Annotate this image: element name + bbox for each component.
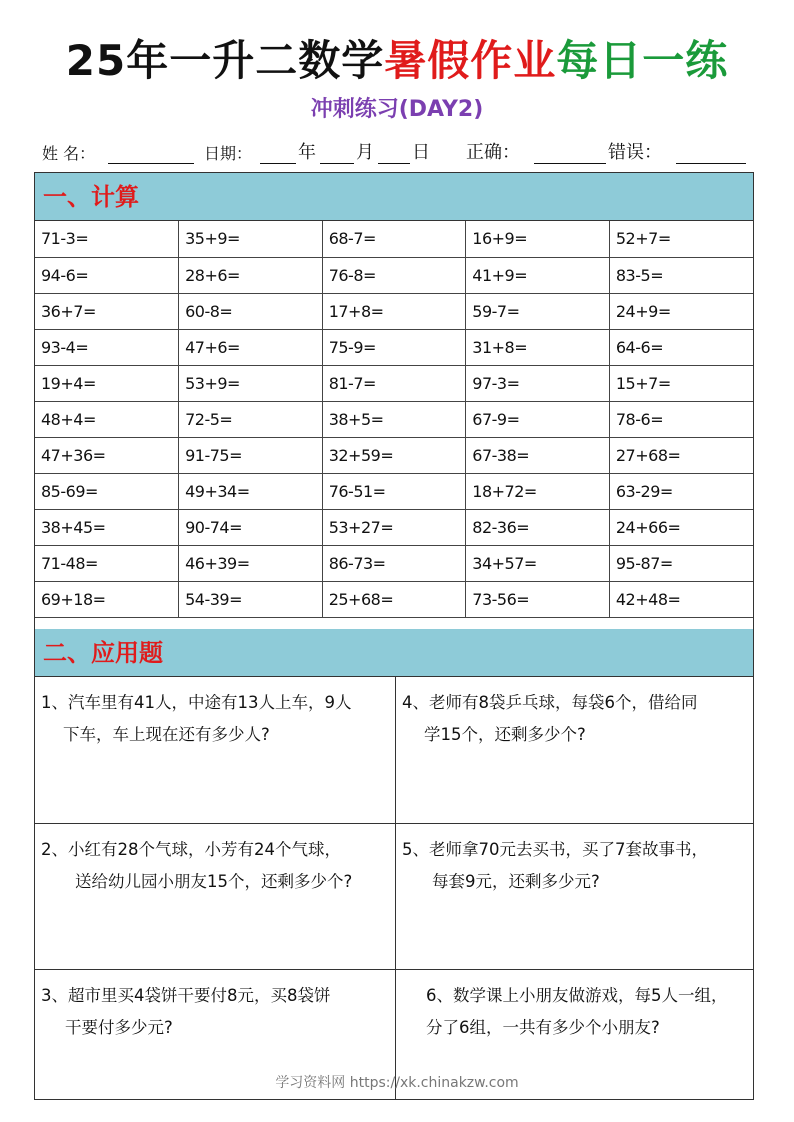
calc-problem[interactable]: 60-8= (179, 293, 323, 329)
day-field[interactable] (378, 162, 410, 164)
word-problems (35, 677, 753, 1099)
problem-4[interactable] (396, 677, 755, 823)
date-label: 日期： (204, 144, 253, 163)
day-label: 日 (412, 142, 430, 163)
calc-problem[interactable]: 68-7= (322, 221, 466, 257)
calc-problem[interactable]: 48+4= (35, 401, 179, 437)
section-calc-header: 一、计算 (35, 173, 753, 221)
calc-row (35, 293, 753, 329)
month-field[interactable] (320, 162, 354, 164)
problem-3-line1: 3、超市里买4袋饼干要付8元，买8袋饼 (41, 986, 331, 1005)
calc-problem[interactable]: 73-56= (466, 581, 610, 617)
calc-row (35, 257, 753, 293)
year-field[interactable] (260, 162, 296, 164)
calc-problem[interactable]: 19+4= (35, 365, 179, 401)
calc-problem[interactable]: 64-6= (609, 329, 753, 365)
calc-problem[interactable]: 35+9= (179, 221, 323, 257)
problem-2-line2: 送给幼儿园小朋友15个，还剩多少个? (75, 872, 353, 891)
wrong-label: 错误： (608, 142, 662, 163)
problem-2-line1: 2、小红有28个气球，小芳有24个气球， (41, 840, 341, 859)
calc-problem[interactable]: 47+6= (179, 329, 323, 365)
title-part-green: 每日一练 (556, 36, 729, 85)
calc-problem[interactable]: 94-6= (35, 257, 179, 293)
problem-6[interactable] (396, 970, 755, 1116)
calc-problem[interactable]: 82-36= (466, 509, 610, 545)
calc-problem[interactable]: 76-8= (322, 257, 466, 293)
problem-5-line2: 每套9元，还剩多少元? (432, 872, 600, 891)
calc-problem[interactable]: 83-5= (609, 257, 753, 293)
title-part-black: 25年一升二数学 (65, 36, 385, 85)
calc-problem[interactable]: 36+7= (35, 293, 179, 329)
calc-problem[interactable]: 46+39= (179, 545, 323, 581)
problem-2[interactable] (35, 824, 394, 970)
calc-problem[interactable]: 32+59= (322, 437, 466, 473)
calc-problem[interactable]: 25+68= (322, 581, 466, 617)
calc-problem[interactable]: 63-29= (609, 473, 753, 509)
calc-problem[interactable]: 38+45= (35, 509, 179, 545)
problem-4-line2: 学15个，还剩多少个? (424, 725, 586, 744)
problem-5-line1: 5、老师拿70元去买书，买了7套故事书， (402, 840, 708, 859)
page-title (0, 28, 794, 88)
calc-row (35, 401, 753, 437)
name-field[interactable] (108, 162, 194, 164)
calc-problem[interactable]: 42+48= (609, 581, 753, 617)
problem-1[interactable] (35, 677, 394, 823)
problem-1-line1: 1、汽车里有41人，中途有13人上车，9人 (41, 693, 352, 712)
calc-problem[interactable]: 41+9= (466, 257, 610, 293)
calc-problem[interactable]: 27+68= (609, 437, 753, 473)
name-label: 姓 名： (42, 144, 96, 163)
calc-row (35, 221, 753, 257)
calc-problem[interactable]: 71-3= (35, 221, 179, 257)
problem-4-line1: 4、老师有8袋乒乓球，每袋6个，借给同 (402, 693, 698, 712)
calc-row (35, 365, 753, 401)
calc-problem[interactable]: 67-38= (466, 437, 610, 473)
problem-6-line1: 6、数学课上小朋友做游戏，每5人一组， (426, 986, 728, 1005)
calc-row (35, 509, 753, 545)
calc-problem[interactable]: 97-3= (466, 365, 610, 401)
calc-problem[interactable]: 38+5= (322, 401, 466, 437)
problem-6-line2: 分了6组，一共有多少个小朋友? (426, 1018, 660, 1037)
calc-problem[interactable]: 95-87= (609, 545, 753, 581)
calc-problem[interactable]: 81-7= (322, 365, 466, 401)
calc-problem[interactable]: 18+72= (466, 473, 610, 509)
calc-problem[interactable]: 16+9= (466, 221, 610, 257)
wrong-field[interactable] (676, 162, 746, 164)
calc-problem[interactable]: 53+9= (179, 365, 323, 401)
page-subtitle: 冲刺练习(DAY2) (310, 97, 484, 122)
calc-problem[interactable]: 86-73= (322, 545, 466, 581)
problem-1-line2: 下车，车上现在还有多少人? (63, 725, 270, 744)
calc-table (35, 221, 753, 618)
calc-problem[interactable]: 28+6= (179, 257, 323, 293)
correct-field[interactable] (534, 162, 606, 164)
title-part-red: 暑假作业 (384, 36, 557, 85)
calc-problem[interactable]: 76-51= (322, 473, 466, 509)
calc-problem[interactable]: 31+8= (466, 329, 610, 365)
calc-problem[interactable]: 54-39= (179, 581, 323, 617)
calc-problem[interactable]: 34+57= (466, 545, 610, 581)
calc-problem[interactable]: 59-7= (466, 293, 610, 329)
year-label: 年 (298, 142, 316, 163)
calc-row (35, 437, 753, 473)
section-word-header: 二、应用题 (35, 629, 753, 677)
student-info-line (40, 140, 754, 168)
calc-row (35, 329, 753, 365)
calc-problem[interactable]: 52+7= (609, 221, 753, 257)
correct-label: 正确： (466, 142, 520, 163)
problem-5[interactable] (396, 824, 755, 970)
calc-problem[interactable]: 49+34= (179, 473, 323, 509)
calc-row (35, 545, 753, 581)
footer-watermark: 学习资料网 https://xk.chinakzw.com (275, 1075, 519, 1091)
calc-problem[interactable]: 71-48= (35, 545, 179, 581)
calc-problem[interactable]: 47+36= (35, 437, 179, 473)
calc-problem[interactable]: 24+9= (609, 293, 753, 329)
calc-problem[interactable]: 17+8= (322, 293, 466, 329)
calc-problem[interactable]: 78-6= (609, 401, 753, 437)
calc-problem[interactable]: 91-75= (179, 437, 323, 473)
calc-problem[interactable]: 72-5= (179, 401, 323, 437)
problem-3[interactable] (35, 970, 394, 1116)
calc-row (35, 581, 753, 617)
calc-problem[interactable]: 90-74= (179, 509, 323, 545)
calc-row (35, 473, 753, 509)
problem-3-line2: 干要付多少元? (65, 1018, 173, 1037)
worksheet (34, 172, 754, 1100)
calc-problem[interactable]: 69+18= (35, 581, 179, 617)
calc-problem[interactable]: 67-9= (466, 401, 610, 437)
calc-problem[interactable]: 93-4= (35, 329, 179, 365)
month-label: 月 (356, 142, 374, 163)
calc-problem[interactable]: 15+7= (609, 365, 753, 401)
calc-problem[interactable]: 24+66= (609, 509, 753, 545)
calc-problem[interactable]: 53+27= (322, 509, 466, 545)
calc-problem[interactable]: 85-69= (35, 473, 179, 509)
calc-problem[interactable]: 75-9= (322, 329, 466, 365)
